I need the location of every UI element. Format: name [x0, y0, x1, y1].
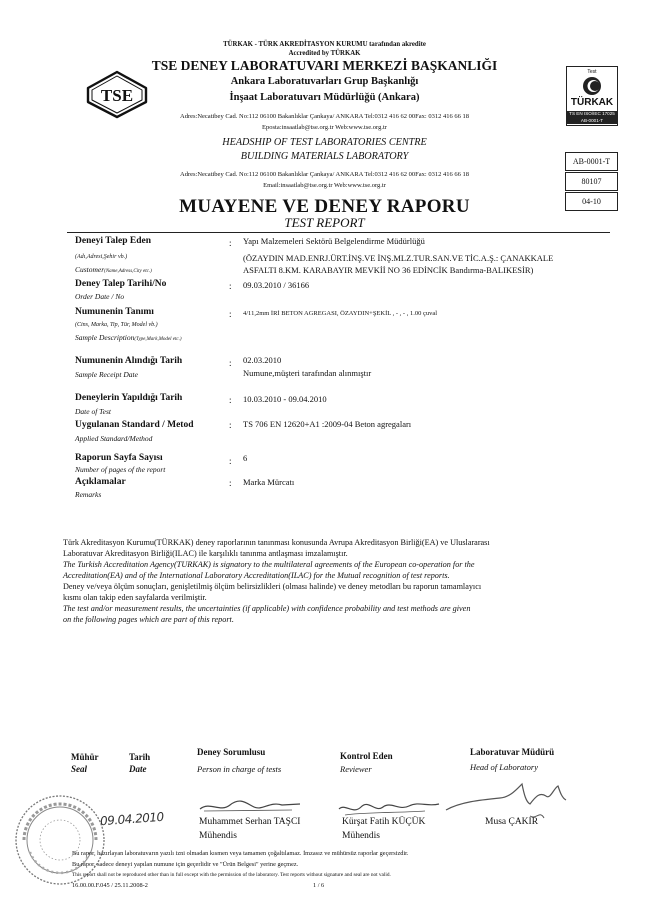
group-title-tr: Ankara Laboratuvarları Grup Başkanlığı	[230, 76, 419, 87]
responsible-title: Mühendis	[199, 831, 237, 841]
reviewer-name: Kürşat Fatih KÜÇÜK	[342, 817, 426, 827]
requester-en	[75, 265, 152, 274]
statement-line-1: Türk Akreditasyon Kurumu(TÜRKAK) deney raporlarının tanınması konusunda Avrupa Akreditasyon Birliği(EA) ve Uluslararası	[63, 538, 490, 547]
email-tr: Eposta:insaatlab@tse.org.tr Web:www.tse.org.tr	[262, 124, 387, 131]
pages-label: Raporun Sayfa Sayısı	[75, 453, 163, 463]
manager-name: Musa ÇAKIR	[485, 817, 539, 827]
requester-label: Deneyi Talep Eden	[75, 236, 152, 246]
report-title: MUAYENE VE DENEY RAPORU	[179, 196, 470, 217]
footer-line-3: This report shall not be reproduced other than in full except with the permission of the laboratory. Test reports without signature and seal are not valid.	[72, 872, 391, 878]
email-en: Email:insaatlab@tse.org.tr Web:www.tse.org.tr	[263, 182, 386, 189]
requester-en-label: Customer	[75, 265, 105, 274]
colon: :	[229, 238, 232, 248]
receipt-date-label: Numunenin Alındığı Tarih	[75, 356, 183, 366]
sample-en-sublabel: (Type,Mark,Model etc.)	[134, 337, 182, 342]
requester-value-3: ASFALTI 8.KM. KARABAYIR MEVKİİ NO 36 EDİNCİK Bandırma-BALIKESİR)	[243, 265, 534, 275]
colon: :	[229, 358, 232, 368]
seal-label-en: Seal	[71, 764, 88, 774]
statement-line-8: on the following pages which are part of this report.	[63, 615, 234, 624]
colon: :	[229, 395, 232, 405]
lab-title-tr: TSE DENEY LABORATUVARI MERKEZİ BAŞKANLIĞI	[151, 58, 498, 73]
colon: :	[229, 309, 232, 319]
footer-line-2: Bu rapor, sadece deneyi yapılan numune için geçerlidir ve "Ürün Belgesi" yerine geçmez.	[72, 861, 299, 868]
report-date-box: 04-10	[565, 192, 618, 211]
dept-title-en: BUILDING MATERIALS LABORATORY	[240, 151, 409, 162]
requester-value-1: Yapı Malzemeleri Sektörü Belgelendirme Müdürlüğü	[243, 236, 425, 246]
turkak-standard: TS EN ISO/IEC 17025	[569, 111, 615, 116]
statement-line-4: Accreditation(EA) and of the International Laboratory Accreditation(ILAC) for the Mutual recognition of test reports.	[63, 571, 450, 580]
accreditation-line: TÜRKAK - TÜRK AKREDİTASYON KURUMU tarafından akredite	[223, 41, 426, 48]
test-date-en: Date of Test	[75, 407, 111, 416]
order-date-en: Order Date / No	[75, 292, 125, 301]
remarks-label: Açıklamalar	[75, 477, 126, 487]
manager-label: Laboratuvar Müdürü	[470, 747, 555, 757]
sample-en	[75, 333, 181, 342]
form-code: 16.00.00.F.045 / 25.11.2008-2	[72, 882, 148, 889]
colon: :	[229, 281, 232, 291]
responsible-label-en: Person in charge of tests	[197, 764, 282, 774]
responsible-signature	[196, 795, 306, 817]
order-date-value: 09.03.2010 / 36166	[243, 280, 310, 290]
lab-title-en: HEADSHIP OF TEST LABORATORIES CENTRE	[222, 137, 427, 148]
receipt-note-value: Numune,müşteri tarafından alınmıştır	[243, 368, 372, 378]
sample-en-label: Sample Description	[75, 333, 135, 342]
statement-line-3: The Turkish Accreditation Agency(TURKAK) is signatory to the multilateral agreements of the European co-operation for the	[63, 560, 475, 569]
reviewer-title: Mühendis	[342, 831, 380, 841]
test-date-label: Deneylerin Yapıldığı Tarih	[75, 393, 183, 403]
statement-line-7: The test and/or measurement results, the uncertainties (if applicable) with confidence probability and test methods are given	[63, 604, 471, 613]
sample-value: 4/11,2mm İRİ BETON AGREGASI, ÖZAYDIN+ŞEKİL , - , - , 1.00 çuval	[243, 310, 438, 317]
title-divider	[67, 232, 610, 233]
requester-sublabel: (Adı,Adresi,Şehir vb.)	[75, 254, 128, 260]
remarks-en: Remarks	[75, 490, 102, 499]
standard-label: Uygulanan Standard / Metod	[75, 420, 194, 430]
statement-line-5: Deney ve/veya ölçüm sonuçları, genişletilmiş ölçüm belirsizlikleri (olması halinde) ve deney metodları bu raporun tamamlayıcı	[63, 582, 482, 591]
reviewer-label-en: Reviewer	[340, 764, 372, 774]
turkak-label: TÜRKAK	[570, 97, 614, 108]
address-tr: Adres:Necatibey Cad. No:112 06100 Bakanlıklar Çankaya/ ANKARA Tel:0312 416 62 00Fax: 0312 416 66 18	[180, 113, 469, 120]
tse-logo-text: TSE	[100, 86, 134, 105]
receipt-date-value: 02.03.2010	[243, 355, 282, 365]
report-number-box: 80107	[565, 172, 618, 191]
sample-sublabel: (Cins, Marka, Tip, Tür, Model vb.)	[75, 322, 158, 328]
address-en: Adres:Necatibey Cad. No:112 06100 Bakanlıklar Çankaya/ ANKARA Tel:0312 416 62 00Fax: 0312 416 66 18	[180, 171, 469, 178]
test-date-value: 10.03.2010 - 09.04.2010	[243, 394, 327, 404]
remarks-value: Marka Mürcatı	[243, 477, 295, 487]
colon: :	[229, 456, 232, 466]
pages-value: 6	[243, 453, 248, 463]
pages-en: Number of pages of the report	[75, 465, 166, 474]
colon: :	[229, 420, 232, 430]
date-label: Tarih	[129, 752, 151, 762]
accreditation-number-box: AB-0001-T	[565, 152, 618, 171]
turkak-code: AB-0001-T	[580, 118, 604, 123]
turkak-top-label: Test	[587, 69, 597, 75]
standard-en: Applied Standard/Method	[75, 434, 153, 443]
sample-label: Numunenin Tanımı	[75, 307, 154, 317]
dept-title-tr: İnşaat Laboratuvarı Müdürlüğü (Ankara)	[229, 92, 420, 103]
order-date-label: Deney Talep Tarihi/No	[75, 279, 167, 289]
colon: :	[229, 478, 232, 488]
responsible-label: Deney Sorumlusu	[197, 747, 266, 757]
statement-line-6: kısmı olan takip eden sayfalarda verilmiştir.	[63, 593, 207, 602]
date-label-en: Date	[129, 764, 147, 774]
seal-label: Mühür	[71, 752, 99, 762]
requester-en-sublabel: (Name,Adress,City etc.)	[104, 269, 152, 274]
manager-label-en: Head of Laboratory	[470, 762, 538, 772]
standard-value: TS 706 EN 12620+A1 :2009-04 Beton agregaları	[243, 419, 412, 429]
accredited-by-line: Accredited by TÜRKAK	[288, 50, 361, 57]
footer-line-1: Bu rapor, hazırlayan laboratuvarın yazılı izni olmadan kısmen veya tamamen çoğaltılamaz. İmzasız ve mühürsüz raporlar geçersizdir.	[72, 850, 409, 857]
statement-line-2: Laboratuvar Akreditasyon Birliği(ILAC) ile karşılıklı tanınma antlaşması imzalamıştır.	[63, 549, 348, 558]
page-number: 1 / 6	[313, 882, 325, 889]
report-title-en: TEST REPORT	[284, 215, 365, 230]
handwritten-date: 09.04.2010	[99, 809, 165, 829]
responsible-name: Muhammet Serhan TAŞCI	[199, 817, 301, 827]
reviewer-label: Kontrol Eden	[340, 751, 393, 761]
requester-value-2: (ÖZAYDIN MAD.ENRJ.ÜRT.İNŞ.VE İNŞ.MLZ.TUR.SAN.VE TİC.A.Ş.: ÇANAKKALE	[243, 253, 554, 263]
receipt-date-en: Sample Receipt Date	[75, 370, 138, 379]
